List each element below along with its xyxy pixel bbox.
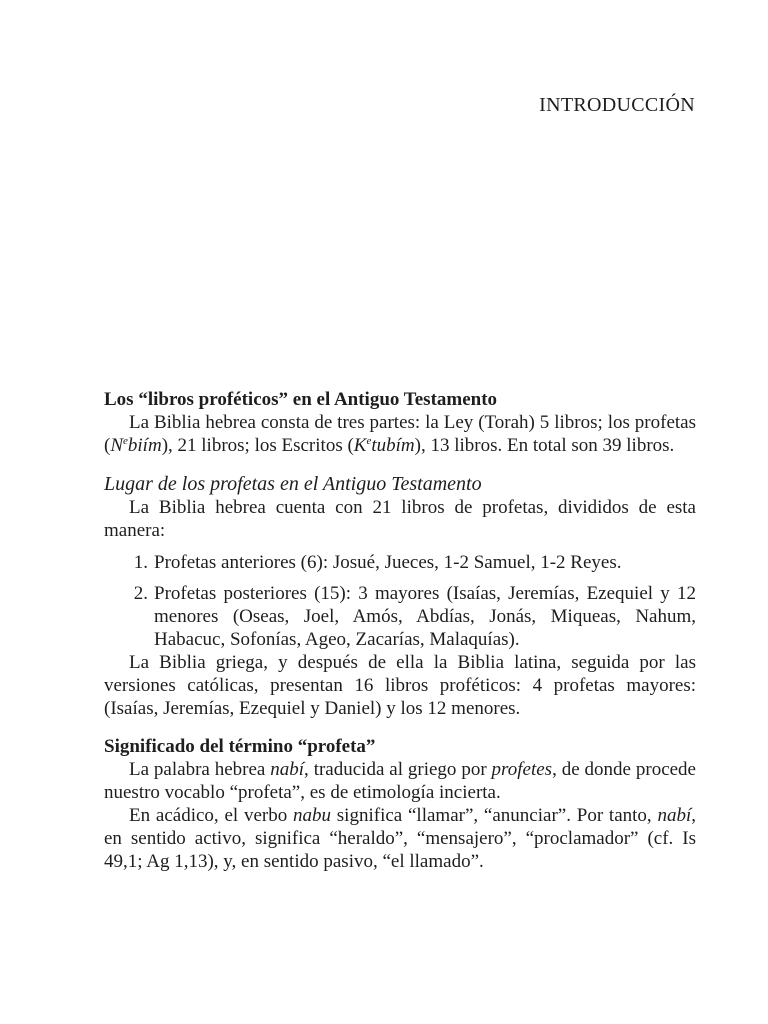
running-head: INTRODUCCIÓN xyxy=(539,94,695,116)
paragraph-biblia-griega: La Biblia griega, y después de ella la Biblia latina, seguida por las versiones católicas, presentan 16 libros proféticos: 4 profetas mayores: (Isaías, Jeremías, Ezequiel y Daniel) y los 12 menores. xyxy=(104,652,696,719)
paragraph-acadico-nabu: En acádico, el verbo nabu significa “llamar”, “anunciar”. Por tanto, nabí, en sentido activo, significa “heraldo”, “mensajero”, “proclamador” (cf. Is 49,1; Ag 1,13), y, en sentido pasivo, “el llamado”. xyxy=(104,805,696,872)
list-item xyxy=(104,582,696,651)
list-item xyxy=(104,551,696,574)
list-text: Profetas anteriores (6): Josué, Jueces, 1-2 Samuel, 1-2 Reyes. xyxy=(154,552,622,573)
term-nabi: nabí xyxy=(270,759,305,780)
list-text: Profetas posteriores (15): 3 mayores (Isaías, Jeremías, Ezequiel y 12 menores (Oseas, Joel, Amós, Abdías, Jonás, Miqueas, Nahum, Habacuc, Sofonías, Ageo, Zacarías, Malaquías). xyxy=(154,583,696,650)
paragraph-biblia-hebrea-partes: La Biblia hebrea consta de tres partes: la Ley (Torah) 5 libros; los profetas $(N^ebiím)$, 21 libros; los Escritos $(K^etubím)$, 13 libros. En total son 39 libros. xyxy=(104,412,696,456)
section-heading-libros-profeticos: Los “libros proféticos” en el Antiguo Testamento xyxy=(104,389,498,410)
term-profetes: profetes xyxy=(491,759,553,780)
paragraph-21-libros: La Biblia hebrea cuenta con 21 libros de profetas, divididos de esta manera: xyxy=(104,497,696,541)
body-text xyxy=(104,388,696,873)
list-number: 1. xyxy=(133,552,148,573)
list-number: 2. xyxy=(133,583,148,604)
section-heading-significado-profeta: Significado del término “profeta” xyxy=(104,736,376,757)
paragraph-palabra-nabi: La palabra hebrea nabí, traducida al griego por profetes, de donde procede nuestro vocablo “profeta”, es de etimología incierta. xyxy=(104,759,696,803)
term-nabi: nabí xyxy=(657,805,692,826)
prophets-list xyxy=(104,551,696,651)
term-nebiim: $N^ebiím$ xyxy=(110,435,162,456)
term-nabu: nabu xyxy=(293,805,331,826)
section-subheading-lugar-profetas: Lugar de los profetas en el Antiguo Testamento xyxy=(104,473,482,495)
term-ketubim: $K^etubím$ xyxy=(353,435,415,456)
